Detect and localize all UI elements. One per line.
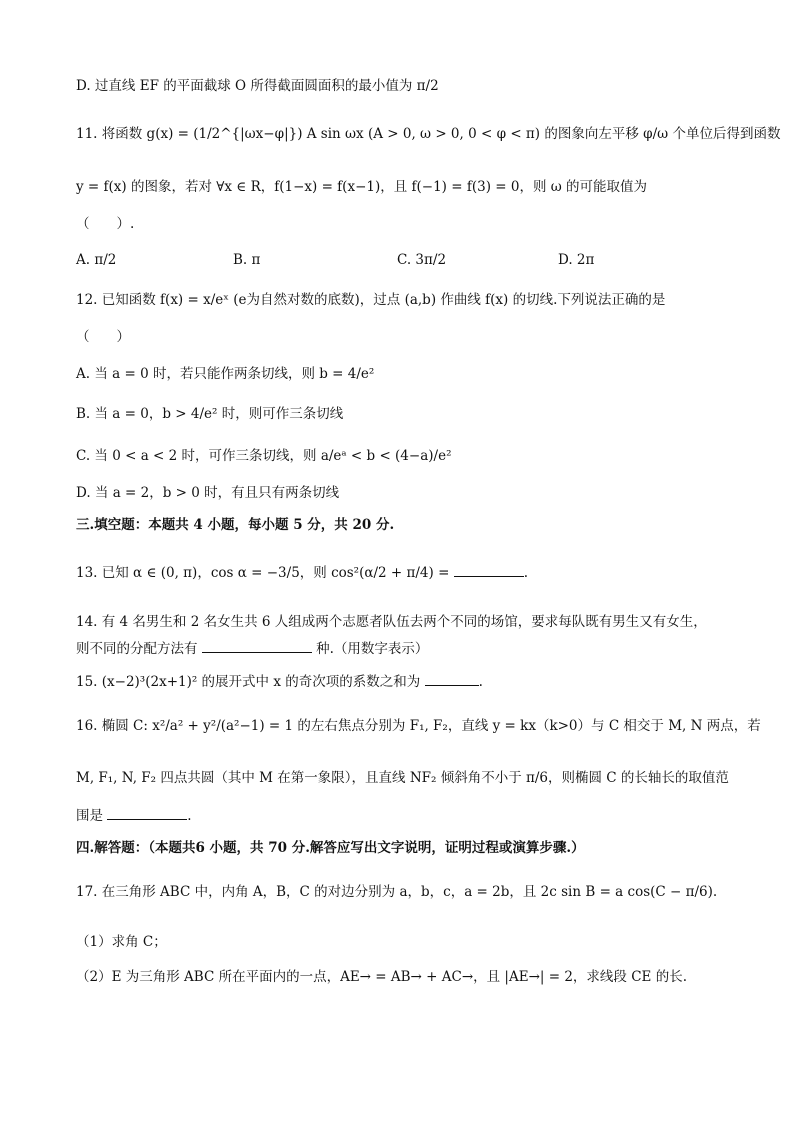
- period: .: [478, 674, 483, 690]
- q16-text: 围是: [76, 808, 103, 824]
- q14-pre: 则不同的分配方法有: [76, 641, 198, 657]
- q13: [76, 562, 528, 583]
- answer-blank: [454, 562, 524, 577]
- q11-paren: （ ）.: [76, 216, 135, 232]
- q12-option-a: A. 当 a = 0 时，若只能作两条切线，则 b = 4/e²: [76, 366, 375, 382]
- q16-line1: 16. 椭圆 C: x²/a² + y²/(a²−1) = 1 的左右焦点分别为 F₁, F₂，直线 y = kx（k>0）与 C 相交于 M, N 两点，若: [76, 718, 761, 734]
- q12-stem: 12. 已知函数 f(x) = x/eˣ (e为自然对数的底数)，过点 (a,b) 作曲线 f(x) 的切线.下列说法正确的是: [76, 292, 666, 308]
- q17-stem: 17. 在三角形 ABC 中，内角 A，B，C 的对边分别为 a，b，c，a = 2b，且 2c sin B = a cos(C − π/6).: [76, 884, 718, 900]
- q16-line2: M, F₁, N, F₂ 四点共圆（其中 M 在第一象限），且直线 NF₂ 倾斜角不小于 π/6，则椭圆 C 的长轴长的取值范: [76, 770, 729, 786]
- q17-part1: （1）求角 C；: [76, 934, 167, 950]
- section3-heading: 三.填空题：本题共 4 小题，每小题 5 分，共 20 分.: [76, 517, 395, 533]
- q12-option-d: D. 当 a = 2，b > 0 时，有且只有两条切线: [76, 485, 340, 501]
- q11-stem-line1: 11. 将函数 g(x) = (1/2^{|ωx−φ|}) A sin ωx (A > 0, ω > 0, 0 < φ < π) 的图象向左平移 φ/ω 个单位后得到函数: [76, 126, 781, 142]
- q17-part2: （2）E 为三角形 ABC 所在平面内的一点，AE→ = AB→ + AC→，且 |AE→| = 2，求线段 CE 的长.: [76, 969, 687, 985]
- q14-line2: [76, 638, 428, 659]
- q14-post: 种.（用数字表示）: [316, 641, 429, 657]
- section4-heading: 四.解答题：（本题共6 小题，共 70 分.解答应写出文字说明，证明过程或演算步骤.）: [76, 840, 585, 856]
- answer-blank: [107, 805, 187, 820]
- period: .: [523, 565, 528, 581]
- period: .: [187, 808, 192, 824]
- q11-option-d: D. 2π: [558, 252, 595, 268]
- answer-blank: [425, 671, 479, 686]
- q11-stem-line2: y = f(x) 的图象，若对 ∀x ∈ R，f(1−x) = f(x−1)，且 f(−1) = f(3) = 0，则 ω 的可能取值为: [76, 179, 648, 195]
- q15-text: 15. (x−2)³(2x+1)² 的展开式中 x 的奇次项的系数之和为: [76, 674, 421, 690]
- q16-line3: [76, 805, 192, 826]
- q12-paren: （ ）: [76, 329, 130, 345]
- q11-option-b: B. π: [233, 252, 261, 268]
- answer-blank: [202, 638, 312, 653]
- q11-option-c: C. 3π/2: [397, 252, 447, 268]
- q10-option-d: D. 过直线 EF 的平面截球 O 所得截面圆面积的最小值为 π/2: [76, 78, 439, 94]
- q14-line1: 14. 有 4 名男生和 2 名女生共 6 人组成两个志愿者队伍去两个不同的场馆，要求每队既有男生又有女生，: [76, 614, 707, 630]
- q11-option-a: A. π/2: [76, 252, 117, 268]
- q12-option-b: B. 当 a = 0，b > 4/e² 时，则可作三条切线: [76, 406, 344, 422]
- q12-option-c: C. 当 0 < a < 2 时，可作三条切线，则 a/eᵃ < b < (4−a)/e²: [76, 448, 452, 464]
- q15: [76, 671, 483, 692]
- q13-text: 13. 已知 α ∈ (0, π)，cos α = −3/5，则 cos²(α/2 + π/4) =: [76, 565, 450, 581]
